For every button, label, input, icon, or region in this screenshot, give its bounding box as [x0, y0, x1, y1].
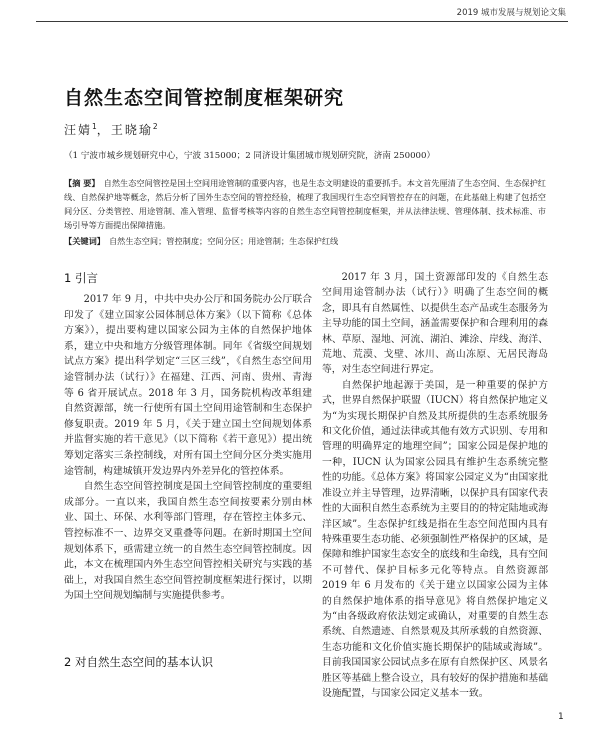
section-heading-introduction: 1 引言 [64, 271, 98, 285]
page-number: 1 [558, 712, 564, 722]
affiliation-mark: 1 [92, 122, 97, 131]
body-paragraph: 自然保护地起源于美国，是一种重要的保护方式，世界自然保护联盟（IUCN）将自然保护地定义为“为实现长期保护自然及其所提供的生态系统服务和文化价值，通过法律或其他有效方式识别、专用和管理的明确界定的地理空间”；国家公园是保护地的一种，IUCN 认为国家公园具有维护生态系统完整性的功能。《总体方案》将国家公园定义为“由国家批准设立并主导管理，边界清晰，以保护具有国家代表性的大面积自然生态系统为主要目的的特定陆地或海洋区域”。生态保护红线是指在生态空间范围内具有特殊重要生态功能、必须强制性严格保护的区域，是保障和维护国家生态安全的底线和生命线，具有空间不可替代、保护目标多元化等特点。自然资源部 2019 年 6 月发布的《关于建立以国家公园为主体的自然保护地体系的指导意见》将自然保护地定义为“由各级政府依法划定或确认，对重要的自然生态系统、自然遗迹、自然景观及其所承载的自然资源、生态功能和文化价值实施长期保护的陆域或海域”。目前我国国家公园试点多在原有自然保护区、风景名胜区等基础上整合设立，具有较好的保护措施和基础设施配置，与国家公园定义基本一致。 [322, 379, 548, 699]
body-paragraph: 2017 年 9 月，中共中央办公厅和国务院办公厅联合印发了《建立国家公园体制总体方案》（以下简称《总体方案》），提出要构建以国家公园为主体的自然保护地体系，建立中央和地方分级管理体制。同年《省级空间规划试点方案》提出科学划定“三区三线”，《自然生态空间用途管制办法（试行）》在福建、江西、河南、贵州、青海等 6 省开展试点。2018 年 3 月，国务院机构改革组建自然资源部，统一行使所有国土空间用途管制和生态保护修复职责。2019 年 5 月，《关于建立国土空间规划体系并监督实施的若干意见》（以下简称《若干意见》）提出统筹划定落实三条控制线，对所有国土空间分区分类实施用途管制，构建城镇开发边界内外差异化的管控体系。 [64, 294, 312, 477]
keywords-label: 【关键词】 [64, 236, 105, 246]
author-list [64, 121, 158, 138]
left-column [64, 292, 312, 646]
right-column [322, 270, 548, 718]
keywords-text: 自然生态空间；管控制度；空间分区；用途管制；生态保护红线 [108, 236, 339, 246]
abstract-label: 【摘 要】 [64, 178, 100, 188]
body-paragraph: 自然生态空间管控制度是国土空间管控制度的重要组成部分。一直以来，我国自然生态空间按要素分别由林业、国土、环保、水利等部门管理，存在管控主体多元、管控标准不一、边界交叉重叠等问题。在新时期国土空间规划体系下，亟需建立统一的自然生态空间管控制度。因此，本文在梳理国内外生态空间管控相关研究与实践的基础上，对我国自然生态空间管控制度框架进行探讨，以期为国土空间规划编制与实施提供参考。 [64, 481, 312, 602]
keywords [64, 234, 546, 249]
body-paragraph: 2017 年 3 月，国土资源部印发的《自然生态空间用途管制办法（试行）》明确了生态空间的概念，即具有自然属性、以提供生态产品或生态服务为主导功能的国土空间，涵盖需要保护和合理利用的森林、草原、湿地、河流、湖泊、滩涂、岸线、海洋、荒地、荒漠、戈壁、冰川、高山冻原、无居民海岛等，对生态空间进行界定。 [322, 272, 548, 376]
header-rule [36, 21, 568, 22]
author-name: 汪婧 [64, 123, 93, 137]
section-heading-basic-understanding: 2 对自然生态空间的基本认识 [64, 655, 213, 669]
paper-title: 自然生态空间管控制度框架研究 [64, 87, 345, 109]
running-header: 2019 城市发展与规划论文集 [456, 8, 566, 18]
abstract [64, 176, 546, 233]
author-separator: ， [96, 123, 111, 137]
affiliations: （1 宁波市城乡规划研究中心，宁波 315000；2 同济设计集团城市规划研究院，济南 250000） [64, 151, 436, 161]
author-name: 王晓瑜 [110, 123, 153, 137]
affiliation-mark: 2 [152, 122, 158, 131]
abstract-text: 自然生态空间管控是国土空间用途管制的重要内容，也是生态文明建设的重要抓手。本文首先厘清了生态空间、生态保护红线、自然保护地等概念，然后分析了国外生态空间的管控经验，梳理了我国现行生态空间管控存在的问题，在此基础上构建了包括空间分区、分类管控、用途管制、准入管理、监督考核等内容的自然生态空间管控制度框架，并从法律法规、管理体制、技术标准、市场引导等方面提出保障措施。 [64, 178, 546, 230]
